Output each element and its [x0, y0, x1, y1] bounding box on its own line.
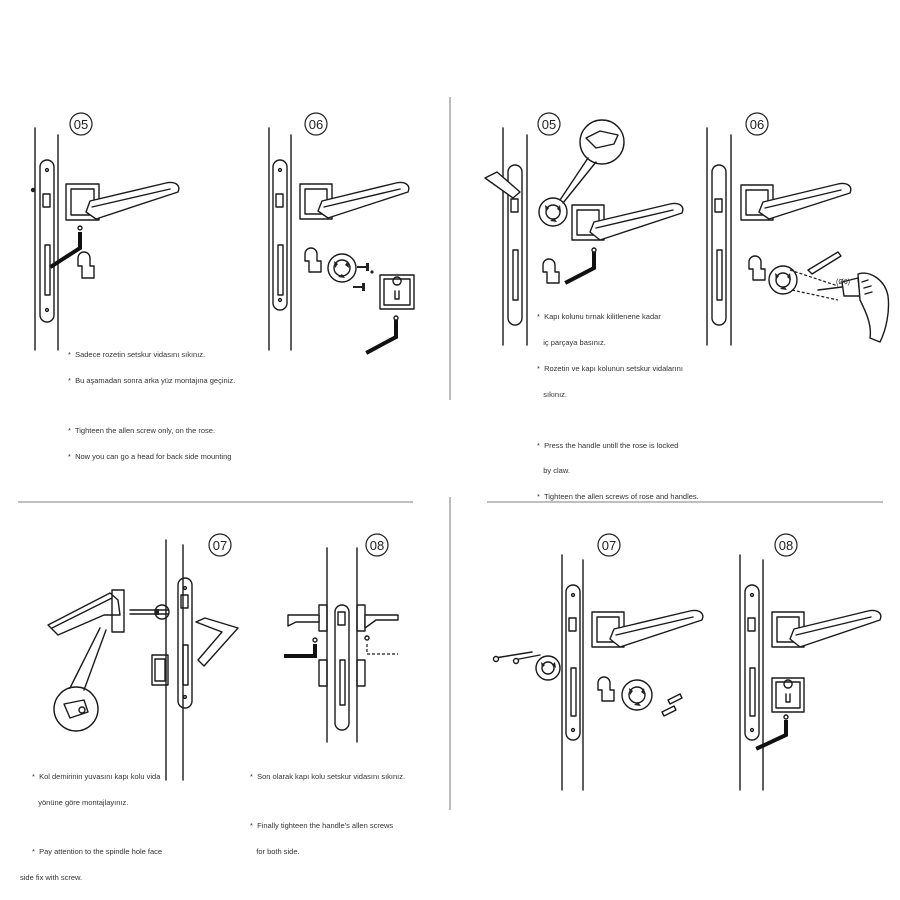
- step-number: 05: [73, 117, 89, 132]
- step-07-bl-number: [209, 534, 231, 556]
- note-tr: [537, 296, 699, 510]
- note-line: [20, 825, 162, 831]
- note-line: for both side.: [250, 846, 300, 856]
- step-number: 05: [541, 117, 557, 132]
- note-line: * Now you can go a head for back side mounting: [68, 451, 232, 461]
- note-line: yönüne göre montajlayınız.: [32, 797, 129, 807]
- step-07-br-number: [598, 534, 620, 556]
- note-line: * Pay attention to the spindle hole face: [32, 846, 163, 856]
- note-line: * Kol demirinin yuvasını kapı kolu vida: [32, 772, 161, 782]
- drill-size-label: (Ø6): [836, 279, 850, 286]
- step-06-tr-number: [746, 113, 768, 135]
- step-06-tr-figure: [707, 128, 889, 345]
- note-line: * Son olarak kapı kolu setskur vidasını sıkınız.: [250, 772, 406, 782]
- step-06-tl-figure: [269, 128, 414, 352]
- step-08-br-number: [775, 534, 797, 556]
- note-line: * Finally tighteen the handle's allen screws: [250, 821, 394, 831]
- note-line: * Tighteen the allen screws of rose and handles.: [537, 492, 699, 502]
- step-08-bl-number: [366, 534, 388, 556]
- step-05-tl-number: [70, 113, 92, 135]
- note-line: [537, 416, 699, 424]
- step-06-tl-number: [305, 113, 327, 135]
- step-08-bl-figure: [286, 548, 398, 742]
- step-number: 06: [308, 117, 324, 132]
- note-line: * Tighteen the allen screw only, on the rose.: [68, 425, 216, 435]
- step-number: 07: [212, 538, 228, 553]
- step-number: 07: [601, 538, 617, 553]
- note-line: sıkınız.: [537, 389, 568, 399]
- note-tl: [68, 334, 235, 470]
- step-number: 08: [369, 538, 385, 553]
- step-number: 08: [778, 538, 794, 553]
- note-line: * Kapı kolunu tırnak kilitlenene kadar: [537, 312, 661, 322]
- note-line: side fix with screw.: [20, 872, 83, 882]
- note-bl2: [250, 756, 405, 865]
- step-05-tl-figure: [31, 128, 179, 350]
- note-line: [250, 799, 405, 805]
- step-07-bl-figure: [48, 540, 238, 780]
- step-07-br-figure: [494, 555, 703, 790]
- step-08-br-figure: [740, 555, 881, 790]
- note-line: iç parçaya basınız.: [537, 337, 606, 347]
- note-line: * Sadece rozetin setskur vidasını sıkınız.: [68, 350, 206, 360]
- note-line: [68, 403, 235, 410]
- note-line: * Bu aşamadan sonra arka yüz montajına geçiniz.: [68, 375, 236, 385]
- step-number: 06: [749, 117, 765, 132]
- step-05-tr-number: [538, 113, 560, 135]
- note-line: * Rozetin ve kapı kolunun setskur vidalarını: [537, 363, 683, 373]
- note-line: * Press the handle untill the rose is locked: [537, 440, 679, 450]
- note-bl: [20, 756, 162, 891]
- note-line: by claw.: [537, 466, 570, 476]
